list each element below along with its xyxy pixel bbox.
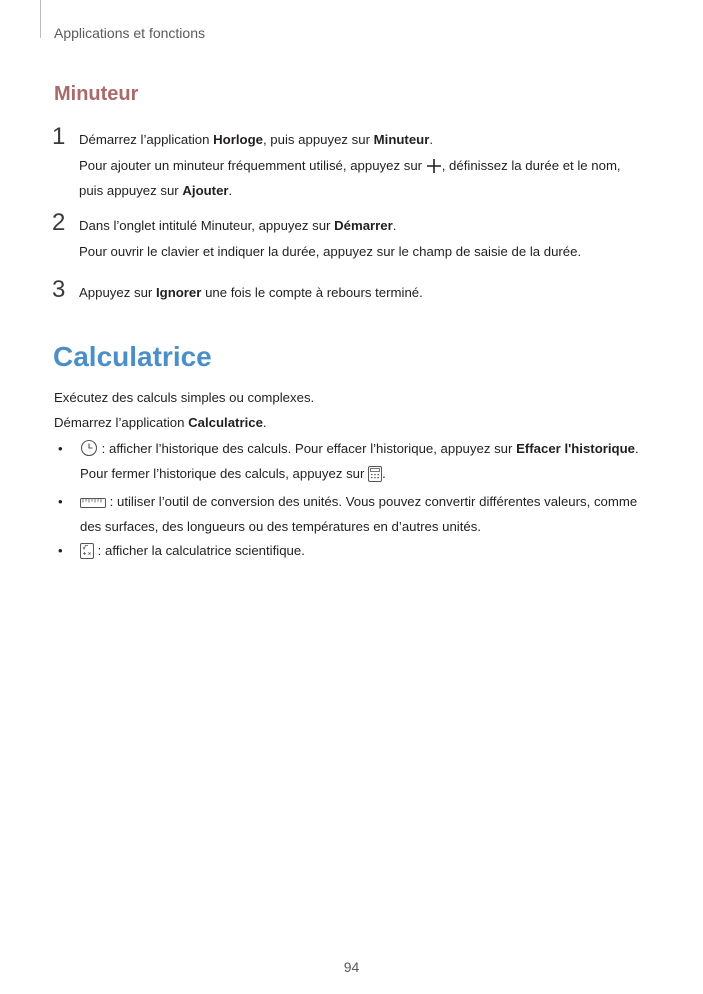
step-1 (52, 123, 652, 201)
margin-rule (40, 0, 41, 38)
minuteur-title: Minuteur (54, 83, 139, 105)
history-clock-icon (80, 439, 98, 463)
step-line: Dans l’onglet intitulé Minuteur, appuyez sur Démarrer. (79, 218, 397, 233)
list-item: • : utiliser l’outil de conversion des unités. Vous pouvez convertir différentes valeurs, comme des surfaces, des longueurs ou des températures en d’autres unités. (58, 491, 658, 537)
section-header: Applications et fonctions (54, 25, 205, 41)
step-number: 3 (52, 276, 66, 303)
launch-text: Démarrez l’application Calculatrice. (54, 415, 267, 430)
step-line: Pour ouvrir le clavier et indiquer la durée, appuyez sur le champ de saisie de la durée. (79, 244, 582, 259)
step-line: Appuyez sur Ignorer une fois le compte à rebours terminé. (79, 285, 423, 300)
plus-icon (426, 158, 442, 180)
ruler-icon (80, 495, 106, 516)
calculator-keypad-icon (368, 466, 382, 488)
calculatrice-title: Calculatrice (53, 341, 212, 372)
step-2 (52, 209, 652, 262)
intro-text: Exécutez des calculs simples ou complexes. (54, 390, 315, 405)
step-number: 1 (52, 123, 66, 150)
step-line: puis appuyez sur Ajouter. (79, 183, 233, 198)
step-line: Pour ajouter un minuteur fréquemment utilisé, appuyez sur , définissez la durée et le nom, (79, 155, 652, 180)
scientific-calculator-icon (80, 543, 94, 565)
step-number: 2 (52, 209, 66, 236)
bullet-dot: • (58, 441, 63, 456)
bullet-dot: • (58, 494, 63, 509)
bullet-dot: • (58, 543, 63, 558)
step-line: Démarrez l’application Horloge, puis appuyez sur Minuteur. (79, 132, 434, 147)
list-item: • : afficher l’historique des calculs. Pour effacer l’historique, appuyez sur Effacer l'historique. Pour fermer l’historique des calculs, appuyez sur . (58, 438, 658, 488)
page-number: 94 (343, 959, 360, 975)
bullet-list (58, 438, 658, 568)
step-3 (52, 276, 652, 303)
list-item: • : afficher la calculatrice scientifique. (58, 540, 658, 565)
